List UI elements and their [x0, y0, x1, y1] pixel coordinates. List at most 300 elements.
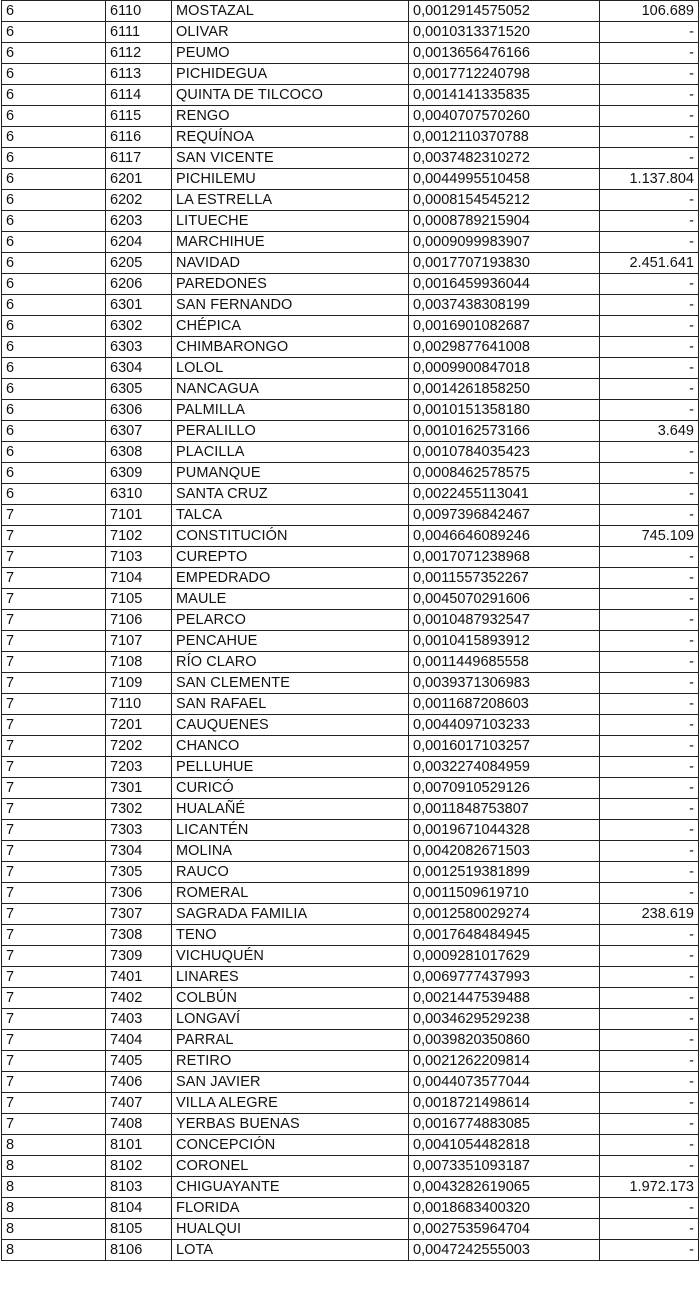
table-row — [2, 547, 699, 568]
commune-code-cell: 7302 — [106, 799, 172, 820]
commune-name-cell: PAREDONES — [172, 274, 409, 295]
commune-code-cell: 7308 — [106, 925, 172, 946]
amount-cell: - — [600, 85, 699, 106]
table-row — [2, 799, 699, 820]
amount-cell: - — [600, 715, 699, 736]
commune-name-cell: HUALAÑÉ — [172, 799, 409, 820]
coefficient-cell: 0,0009099983907 — [409, 232, 600, 253]
commune-name-cell: SAN VICENTE — [172, 148, 409, 169]
coefficient-cell: 0,0009281017629 — [409, 946, 600, 967]
amount-cell: 238.619 — [600, 904, 699, 925]
region-cell: 7 — [2, 925, 106, 946]
commune-name-cell: PICHILEMU — [172, 169, 409, 190]
amount-cell: - — [600, 1114, 699, 1135]
commune-code-cell: 6310 — [106, 484, 172, 505]
commune-name-cell: FLORIDA — [172, 1198, 409, 1219]
amount-cell: - — [600, 1219, 699, 1240]
region-cell: 6 — [2, 463, 106, 484]
region-cell: 7 — [2, 967, 106, 988]
region-cell: 7 — [2, 1051, 106, 1072]
commune-code-cell: 7306 — [106, 883, 172, 904]
region-cell: 6 — [2, 232, 106, 253]
amount-cell: - — [600, 841, 699, 862]
table-row — [2, 85, 699, 106]
coefficient-cell: 0,0009900847018 — [409, 358, 600, 379]
coefficient-cell: 0,0010784035423 — [409, 442, 600, 463]
amount-cell: - — [600, 946, 699, 967]
table-row — [2, 820, 699, 841]
table-row — [2, 883, 699, 904]
coefficient-cell: 0,0021262209814 — [409, 1051, 600, 1072]
coefficient-cell: 0,0041054482818 — [409, 1135, 600, 1156]
commune-name-cell: LOTA — [172, 1240, 409, 1261]
commune-name-cell: PARRAL — [172, 1030, 409, 1051]
table-row — [2, 253, 699, 274]
amount-cell: - — [600, 1198, 699, 1219]
region-cell: 6 — [2, 421, 106, 442]
table-row — [2, 337, 699, 358]
table-row — [2, 1135, 699, 1156]
coefficient-cell: 0,0017712240798 — [409, 64, 600, 85]
commune-name-cell: CHANCO — [172, 736, 409, 757]
region-cell: 7 — [2, 904, 106, 925]
commune-code-cell: 7309 — [106, 946, 172, 967]
table-row — [2, 43, 699, 64]
region-cell: 6 — [2, 316, 106, 337]
commune-name-cell: LICANTÉN — [172, 820, 409, 841]
coefficient-cell: 0,0011848753807 — [409, 799, 600, 820]
commune-code-cell: 7301 — [106, 778, 172, 799]
region-cell: 8 — [2, 1177, 106, 1198]
amount-cell: - — [600, 1240, 699, 1261]
region-cell: 8 — [2, 1135, 106, 1156]
coefficient-cell: 0,0008154545212 — [409, 190, 600, 211]
commune-code-cell: 8103 — [106, 1177, 172, 1198]
table-row — [2, 400, 699, 421]
commune-name-cell: CONSTITUCIÓN — [172, 526, 409, 547]
commune-code-cell: 6114 — [106, 85, 172, 106]
table-row — [2, 1051, 699, 1072]
region-cell: 7 — [2, 631, 106, 652]
commune-code-cell: 7402 — [106, 988, 172, 1009]
table-row — [2, 442, 699, 463]
table-row — [2, 1114, 699, 1135]
commune-name-cell: MOLINA — [172, 841, 409, 862]
coefficient-cell: 0,0021447539488 — [409, 988, 600, 1009]
commune-code-cell: 7106 — [106, 610, 172, 631]
coefficient-cell: 0,0014141335835 — [409, 85, 600, 106]
coefficient-cell: 0,0012110370788 — [409, 127, 600, 148]
coefficient-cell: 0,0010487932547 — [409, 610, 600, 631]
coefficient-cell: 0,0046646089246 — [409, 526, 600, 547]
commune-code-cell: 8106 — [106, 1240, 172, 1261]
commune-name-cell: SAGRADA FAMILIA — [172, 904, 409, 925]
commune-code-cell: 7107 — [106, 631, 172, 652]
commune-name-cell: PICHIDEGUA — [172, 64, 409, 85]
region-cell: 7 — [2, 1093, 106, 1114]
table-row — [2, 673, 699, 694]
commune-name-cell: RENGO — [172, 106, 409, 127]
amount-cell: 1.137.804 — [600, 169, 699, 190]
commune-code-cell: 8101 — [106, 1135, 172, 1156]
amount-cell: - — [600, 127, 699, 148]
amount-cell: - — [600, 358, 699, 379]
amount-cell: - — [600, 736, 699, 757]
commune-name-cell: RÍO CLARO — [172, 652, 409, 673]
commune-name-cell: PELARCO — [172, 610, 409, 631]
region-cell: 7 — [2, 736, 106, 757]
region-cell: 6 — [2, 274, 106, 295]
amount-cell: 3.649 — [600, 421, 699, 442]
table-row — [2, 967, 699, 988]
table-row — [2, 358, 699, 379]
commune-coefficient-table — [1, 0, 699, 1261]
region-cell: 6 — [2, 106, 106, 127]
coefficient-cell: 0,0016901082687 — [409, 316, 600, 337]
coefficient-cell: 0,0039371306983 — [409, 673, 600, 694]
region-cell: 6 — [2, 85, 106, 106]
coefficient-cell: 0,0012914575052 — [409, 1, 600, 22]
amount-cell: - — [600, 22, 699, 43]
commune-code-cell: 7108 — [106, 652, 172, 673]
region-cell: 6 — [2, 337, 106, 358]
region-cell: 7 — [2, 526, 106, 547]
amount-cell: - — [600, 1051, 699, 1072]
table-row — [2, 1009, 699, 1030]
commune-code-cell: 6112 — [106, 43, 172, 64]
commune-code-cell: 7405 — [106, 1051, 172, 1072]
amount-cell: - — [600, 547, 699, 568]
commune-code-cell: 7102 — [106, 526, 172, 547]
commune-code-cell: 7403 — [106, 1009, 172, 1030]
table-row — [2, 1072, 699, 1093]
table-row — [2, 904, 699, 925]
amount-cell: - — [600, 1030, 699, 1051]
commune-code-cell: 6203 — [106, 211, 172, 232]
amount-cell: - — [600, 1072, 699, 1093]
commune-code-cell: 6115 — [106, 106, 172, 127]
table-row — [2, 274, 699, 295]
table-row — [2, 568, 699, 589]
commune-name-cell: CURICÓ — [172, 778, 409, 799]
region-cell: 6 — [2, 358, 106, 379]
commune-code-cell: 6206 — [106, 274, 172, 295]
table-row — [2, 526, 699, 547]
commune-code-cell: 6308 — [106, 442, 172, 463]
region-cell: 7 — [2, 589, 106, 610]
region-cell: 6 — [2, 253, 106, 274]
commune-name-cell: ROMERAL — [172, 883, 409, 904]
region-cell: 7 — [2, 841, 106, 862]
table-row — [2, 169, 699, 190]
commune-code-cell: 7307 — [106, 904, 172, 925]
coefficient-cell: 0,0040707570260 — [409, 106, 600, 127]
region-cell: 6 — [2, 1, 106, 22]
commune-name-cell: PALMILLA — [172, 400, 409, 421]
amount-cell: - — [600, 925, 699, 946]
coefficient-cell: 0,0010151358180 — [409, 400, 600, 421]
coefficient-cell: 0,0097396842467 — [409, 505, 600, 526]
commune-code-cell: 7105 — [106, 589, 172, 610]
table-row — [2, 316, 699, 337]
table-row — [2, 379, 699, 400]
amount-cell: - — [600, 757, 699, 778]
table-row — [2, 211, 699, 232]
region-cell: 7 — [2, 778, 106, 799]
region-cell: 7 — [2, 1030, 106, 1051]
amount-cell: - — [600, 316, 699, 337]
commune-name-cell: SAN JAVIER — [172, 1072, 409, 1093]
region-cell: 6 — [2, 169, 106, 190]
coefficient-cell: 0,0044995510458 — [409, 169, 600, 190]
commune-code-cell: 7406 — [106, 1072, 172, 1093]
commune-code-cell: 6302 — [106, 316, 172, 337]
region-cell: 8 — [2, 1198, 106, 1219]
commune-name-cell: TENO — [172, 925, 409, 946]
table-row — [2, 1177, 699, 1198]
amount-cell: - — [600, 1009, 699, 1030]
coefficient-cell: 0,0034629529238 — [409, 1009, 600, 1030]
amount-cell: - — [600, 673, 699, 694]
table-row — [2, 22, 699, 43]
commune-name-cell: PEUMO — [172, 43, 409, 64]
amount-cell: - — [600, 862, 699, 883]
amount-cell: - — [600, 568, 699, 589]
commune-name-cell: SANTA CRUZ — [172, 484, 409, 505]
commune-code-cell: 6205 — [106, 253, 172, 274]
table-row — [2, 988, 699, 1009]
commune-code-cell: 6201 — [106, 169, 172, 190]
commune-name-cell: EMPEDRADO — [172, 568, 409, 589]
table-row — [2, 862, 699, 883]
commune-name-cell: SAN FERNANDO — [172, 295, 409, 316]
coefficient-cell: 0,0010313371520 — [409, 22, 600, 43]
coefficient-cell: 0,0016017103257 — [409, 736, 600, 757]
amount-cell: - — [600, 1093, 699, 1114]
region-cell: 7 — [2, 757, 106, 778]
commune-code-cell: 6117 — [106, 148, 172, 169]
coefficient-cell: 0,0014261858250 — [409, 379, 600, 400]
amount-cell: - — [600, 379, 699, 400]
amount-cell: - — [600, 274, 699, 295]
amount-cell: - — [600, 778, 699, 799]
amount-cell: - — [600, 43, 699, 64]
coefficient-cell: 0,0029877641008 — [409, 337, 600, 358]
commune-name-cell: NAVIDAD — [172, 253, 409, 274]
commune-code-cell: 7110 — [106, 694, 172, 715]
coefficient-cell: 0,0016774883085 — [409, 1114, 600, 1135]
region-cell: 7 — [2, 1114, 106, 1135]
region-cell: 8 — [2, 1219, 106, 1240]
region-cell: 7 — [2, 883, 106, 904]
coefficient-cell: 0,0044097103233 — [409, 715, 600, 736]
region-cell: 7 — [2, 505, 106, 526]
amount-cell: - — [600, 1135, 699, 1156]
commune-code-cell: 7109 — [106, 673, 172, 694]
region-cell: 6 — [2, 148, 106, 169]
amount-cell: - — [600, 295, 699, 316]
table-row — [2, 463, 699, 484]
coefficient-cell: 0,0037482310272 — [409, 148, 600, 169]
table-row — [2, 232, 699, 253]
table-row — [2, 1030, 699, 1051]
region-cell: 6 — [2, 400, 106, 421]
commune-code-cell: 6307 — [106, 421, 172, 442]
amount-cell: - — [600, 631, 699, 652]
coefficient-cell: 0,0042082671503 — [409, 841, 600, 862]
commune-code-cell: 6116 — [106, 127, 172, 148]
region-cell: 8 — [2, 1156, 106, 1177]
commune-name-cell: LA ESTRELLA — [172, 190, 409, 211]
region-cell: 7 — [2, 820, 106, 841]
commune-code-cell: 7101 — [106, 505, 172, 526]
coefficient-cell: 0,0008789215904 — [409, 211, 600, 232]
commune-name-cell: PENCAHUE — [172, 631, 409, 652]
commune-name-cell: CAUQUENES — [172, 715, 409, 736]
table-row — [2, 190, 699, 211]
commune-code-cell: 7407 — [106, 1093, 172, 1114]
table-row — [2, 127, 699, 148]
table-body — [2, 1, 699, 1261]
commune-name-cell: PUMANQUE — [172, 463, 409, 484]
amount-cell: - — [600, 820, 699, 841]
commune-name-cell: MAULE — [172, 589, 409, 610]
coefficient-cell: 0,0013656476166 — [409, 43, 600, 64]
commune-code-cell: 6204 — [106, 232, 172, 253]
region-cell: 7 — [2, 799, 106, 820]
commune-name-cell: REQUÍNOA — [172, 127, 409, 148]
commune-code-cell: 8105 — [106, 1219, 172, 1240]
coefficient-cell: 0,0017707193830 — [409, 253, 600, 274]
table-row — [2, 946, 699, 967]
amount-cell: - — [600, 1156, 699, 1177]
commune-code-cell: 7203 — [106, 757, 172, 778]
amount-cell: 1.972.173 — [600, 1177, 699, 1198]
amount-cell: - — [600, 190, 699, 211]
region-cell: 7 — [2, 673, 106, 694]
commune-name-cell: VICHUQUÉN — [172, 946, 409, 967]
region-cell: 6 — [2, 295, 106, 316]
amount-cell: - — [600, 505, 699, 526]
commune-name-cell: RETIRO — [172, 1051, 409, 1072]
commune-name-cell: CONCEPCIÓN — [172, 1135, 409, 1156]
coefficient-cell: 0,0016459936044 — [409, 274, 600, 295]
commune-name-cell: LINARES — [172, 967, 409, 988]
commune-name-cell: CHIMBARONGO — [172, 337, 409, 358]
coefficient-cell: 0,0044073577044 — [409, 1072, 600, 1093]
coefficient-cell: 0,0018721498614 — [409, 1093, 600, 1114]
coefficient-cell: 0,0011449685558 — [409, 652, 600, 673]
commune-name-cell: CHÉPICA — [172, 316, 409, 337]
table-row — [2, 652, 699, 673]
amount-cell: - — [600, 484, 699, 505]
region-cell: 7 — [2, 694, 106, 715]
commune-code-cell: 6111 — [106, 22, 172, 43]
coefficient-cell: 0,0027535964704 — [409, 1219, 600, 1240]
region-cell: 7 — [2, 568, 106, 589]
region-cell: 6 — [2, 211, 106, 232]
region-cell: 7 — [2, 862, 106, 883]
amount-cell: - — [600, 610, 699, 631]
table-row — [2, 64, 699, 85]
commune-name-cell: PELLUHUE — [172, 757, 409, 778]
coefficient-cell: 0,0008462578575 — [409, 463, 600, 484]
coefficient-cell: 0,0012580029274 — [409, 904, 600, 925]
table-row — [2, 1, 699, 22]
commune-name-cell: COLBÚN — [172, 988, 409, 1009]
commune-name-cell: HUALQUI — [172, 1219, 409, 1240]
commune-code-cell: 8102 — [106, 1156, 172, 1177]
amount-cell: - — [600, 442, 699, 463]
region-cell: 7 — [2, 1009, 106, 1030]
commune-code-cell: 7303 — [106, 820, 172, 841]
region-cell: 7 — [2, 988, 106, 1009]
amount-cell: - — [600, 106, 699, 127]
commune-code-cell: 6301 — [106, 295, 172, 316]
commune-code-cell: 7401 — [106, 967, 172, 988]
amount-cell: - — [600, 988, 699, 1009]
amount-cell: - — [600, 652, 699, 673]
amount-cell: - — [600, 967, 699, 988]
commune-code-cell: 7201 — [106, 715, 172, 736]
region-cell: 6 — [2, 442, 106, 463]
commune-name-cell: PERALILLO — [172, 421, 409, 442]
region-cell: 6 — [2, 22, 106, 43]
table-row — [2, 1093, 699, 1114]
commune-name-cell: LONGAVÍ — [172, 1009, 409, 1030]
amount-cell: - — [600, 400, 699, 421]
coefficient-cell: 0,0017071238968 — [409, 547, 600, 568]
coefficient-cell: 0,0019671044328 — [409, 820, 600, 841]
amount-cell: - — [600, 694, 699, 715]
table-row — [2, 484, 699, 505]
commune-name-cell: NANCAGUA — [172, 379, 409, 400]
region-cell: 7 — [2, 547, 106, 568]
amount-cell: - — [600, 463, 699, 484]
region-cell: 6 — [2, 127, 106, 148]
coefficient-cell: 0,0011687208603 — [409, 694, 600, 715]
amount-cell: 2.451.641 — [600, 253, 699, 274]
amount-cell: - — [600, 799, 699, 820]
region-cell: 6 — [2, 190, 106, 211]
amount-cell: - — [600, 337, 699, 358]
commune-name-cell: QUINTA DE TILCOCO — [172, 85, 409, 106]
commune-name-cell: SAN RAFAEL — [172, 694, 409, 715]
coefficient-cell: 0,0070910529126 — [409, 778, 600, 799]
table-row — [2, 694, 699, 715]
commune-code-cell: 8104 — [106, 1198, 172, 1219]
commune-name-cell: PLACILLA — [172, 442, 409, 463]
table-row — [2, 631, 699, 652]
region-cell: 6 — [2, 484, 106, 505]
commune-code-cell: 7103 — [106, 547, 172, 568]
commune-name-cell: TALCA — [172, 505, 409, 526]
commune-name-cell: SAN CLEMENTE — [172, 673, 409, 694]
coefficient-cell: 0,0011509619710 — [409, 883, 600, 904]
coefficient-cell: 0,0069777437993 — [409, 967, 600, 988]
commune-code-cell: 6304 — [106, 358, 172, 379]
table-row — [2, 295, 699, 316]
coefficient-cell: 0,0010415893912 — [409, 631, 600, 652]
table-row — [2, 610, 699, 631]
commune-code-cell: 7408 — [106, 1114, 172, 1135]
commune-code-cell: 7202 — [106, 736, 172, 757]
commune-name-cell: VILLA ALEGRE — [172, 1093, 409, 1114]
region-cell: 7 — [2, 610, 106, 631]
commune-code-cell: 6305 — [106, 379, 172, 400]
region-cell: 6 — [2, 64, 106, 85]
table-row — [2, 421, 699, 442]
